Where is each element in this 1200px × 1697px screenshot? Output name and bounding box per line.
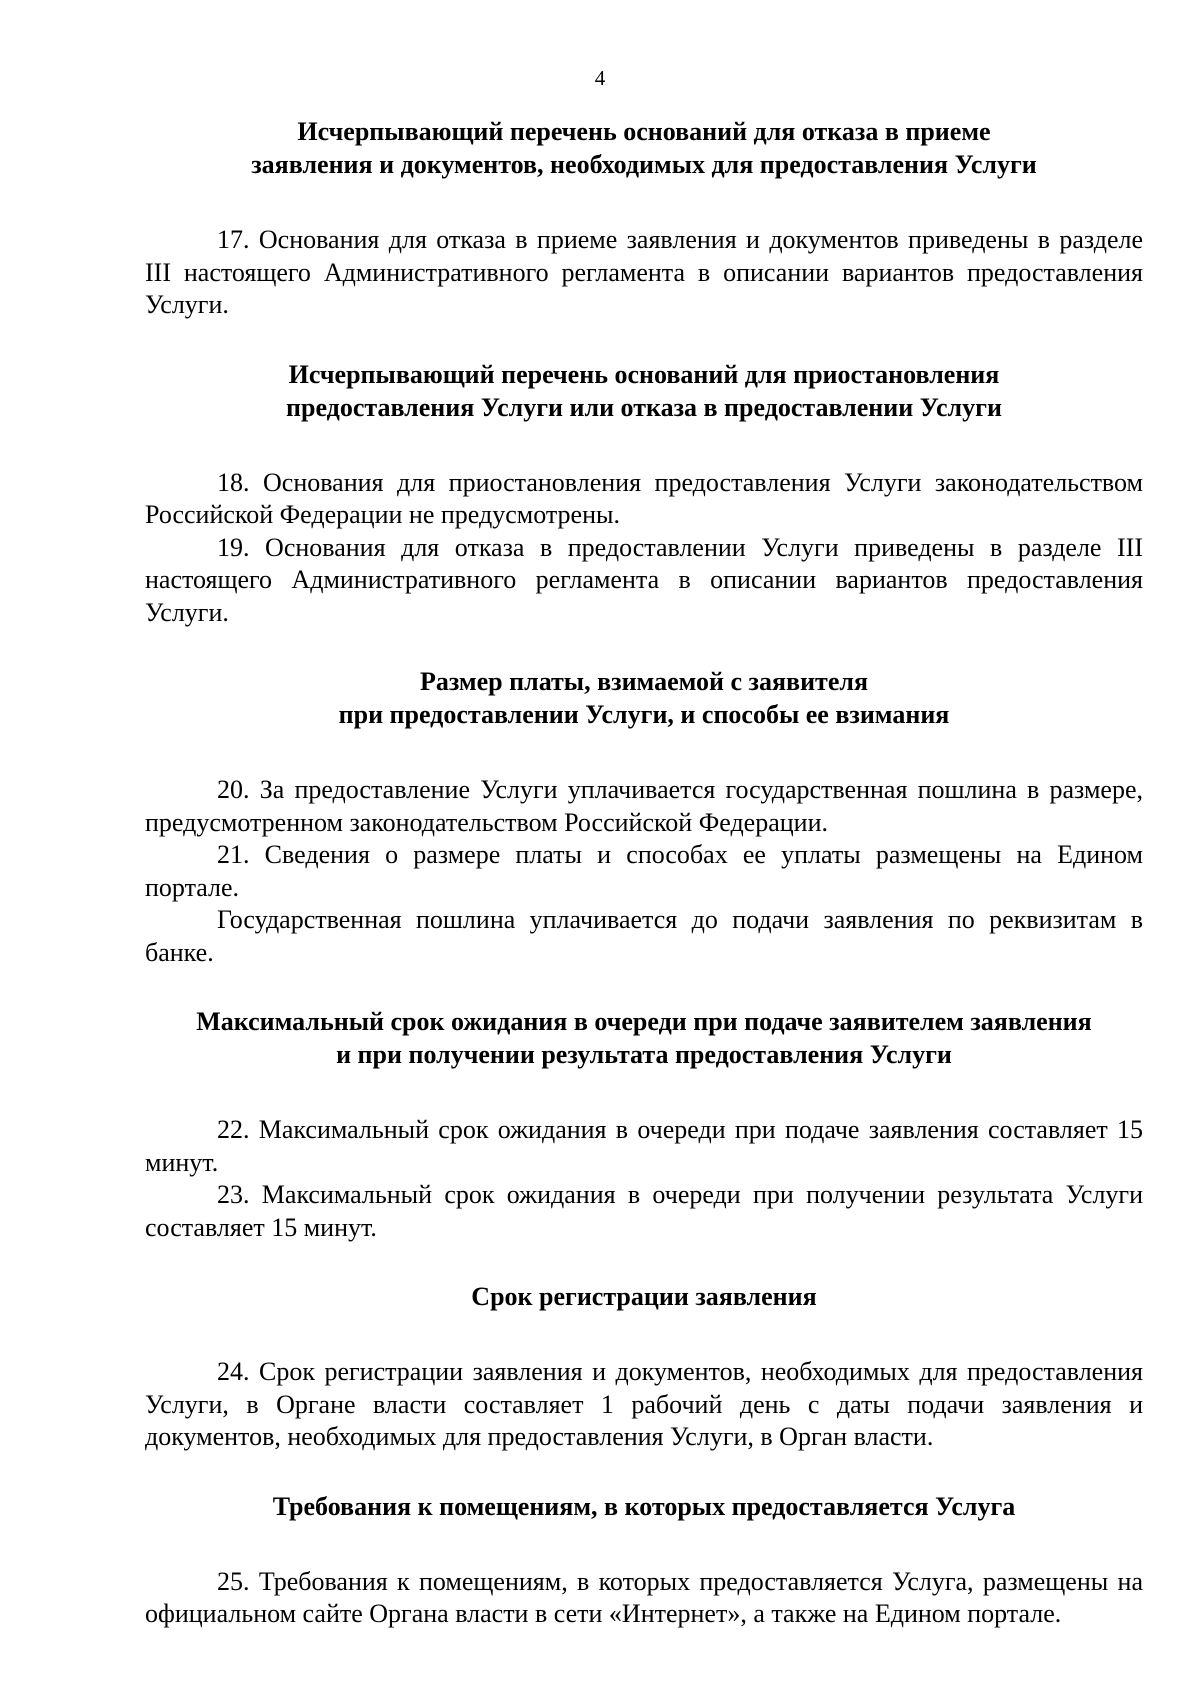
section-waiting-time [145,1005,1143,1244]
section-heading [145,1490,1143,1523]
section-registration-time [145,1280,1143,1454]
section-refusal-acceptance [145,115,1143,322]
paragraph-18: 18. Основания для приостановления предоставления Услуги законодательством Российской Федерации не предусмотрены. [145,467,1143,529]
paragraph-17: 17. Основания для отказа в приеме заявления и документов приведены в разделе III настоящего Административного регламента в описании вариантов предоставления Услуги. [145,225,1143,319]
paragraph-20: 20. За предоставление Услуги уплачивается государственная пошлина в размере, предусмотренном законодательством Российской Федерации. [145,775,1143,837]
heading-line: при предоставлении Услуги, и способы ее взимания [338,700,950,729]
document-body [145,115,1143,1631]
page-number: 4 [594,66,606,90]
section-heading [145,1280,1143,1313]
heading-line: и при получении результата предоставления Услуги [336,1040,952,1069]
section-heading [145,358,1143,424]
paragraph-22: 22. Максимальный срок ожидания в очереди при подаче заявления составляет 15 минут. [145,1115,1143,1177]
paragraph-25: 25. Требования к помещениям, в которых предоставляется Услуга, размещены на официальном сайте Органа власти в сети «Интернет», а также на Едином портале. [145,1566,1143,1628]
paragraph-24: 24. Срок регистрации заявления и документов, необходимых для предоставления Услуги, в Органе власти составляет 1 рабочий день с даты подачи заявления и документов, необходимых для предоставления Услуги, в Орган власти. [145,1357,1143,1451]
section-suspension-refusal [145,358,1143,630]
paragraph-fee-payment: Государственная пошлина уплачивается до подачи заявления по реквизитам в банке. [145,905,1143,967]
heading-line: Размер платы, взимаемой с заявителя [419,667,869,696]
heading-line: заявления и документов, необходимых для предоставления Услуги [251,150,1037,179]
paragraph-21: 21. Сведения о размере платы и способах ее уплаты размещены на Едином портале. [145,840,1143,902]
heading-line: Требования к помещениям, в которых предоставляется Услуга [272,1491,1016,1521]
section-premises [145,1490,1143,1631]
heading-line: Максимальный срок ожидания в очереди при подаче заявителем заявления [196,1007,1092,1036]
section-heading [145,665,1143,731]
heading-line: Исчерпывающий перечень оснований для отказа в приеме [297,117,991,146]
section-heading [145,115,1143,181]
section-fee [145,665,1143,969]
heading-line: предоставления Услуги или отказа в предоставлении Услуги [286,392,1002,422]
paragraph-19: 19. Основания для отказа в предоставлении Услуги приведены в разделе III настоящего Административного регламента в описании вариантов предоставления Услуги. [145,532,1143,627]
heading-line: Срок регистрации заявления [471,1282,817,1311]
paragraph-23: 23. Максимальный срок ожидания в очереди при получении результата Услуги составляет 15 минут. [145,1180,1143,1242]
heading-line: Исчерпывающий перечень оснований для приостановления [288,359,1000,389]
section-heading [145,1005,1143,1071]
